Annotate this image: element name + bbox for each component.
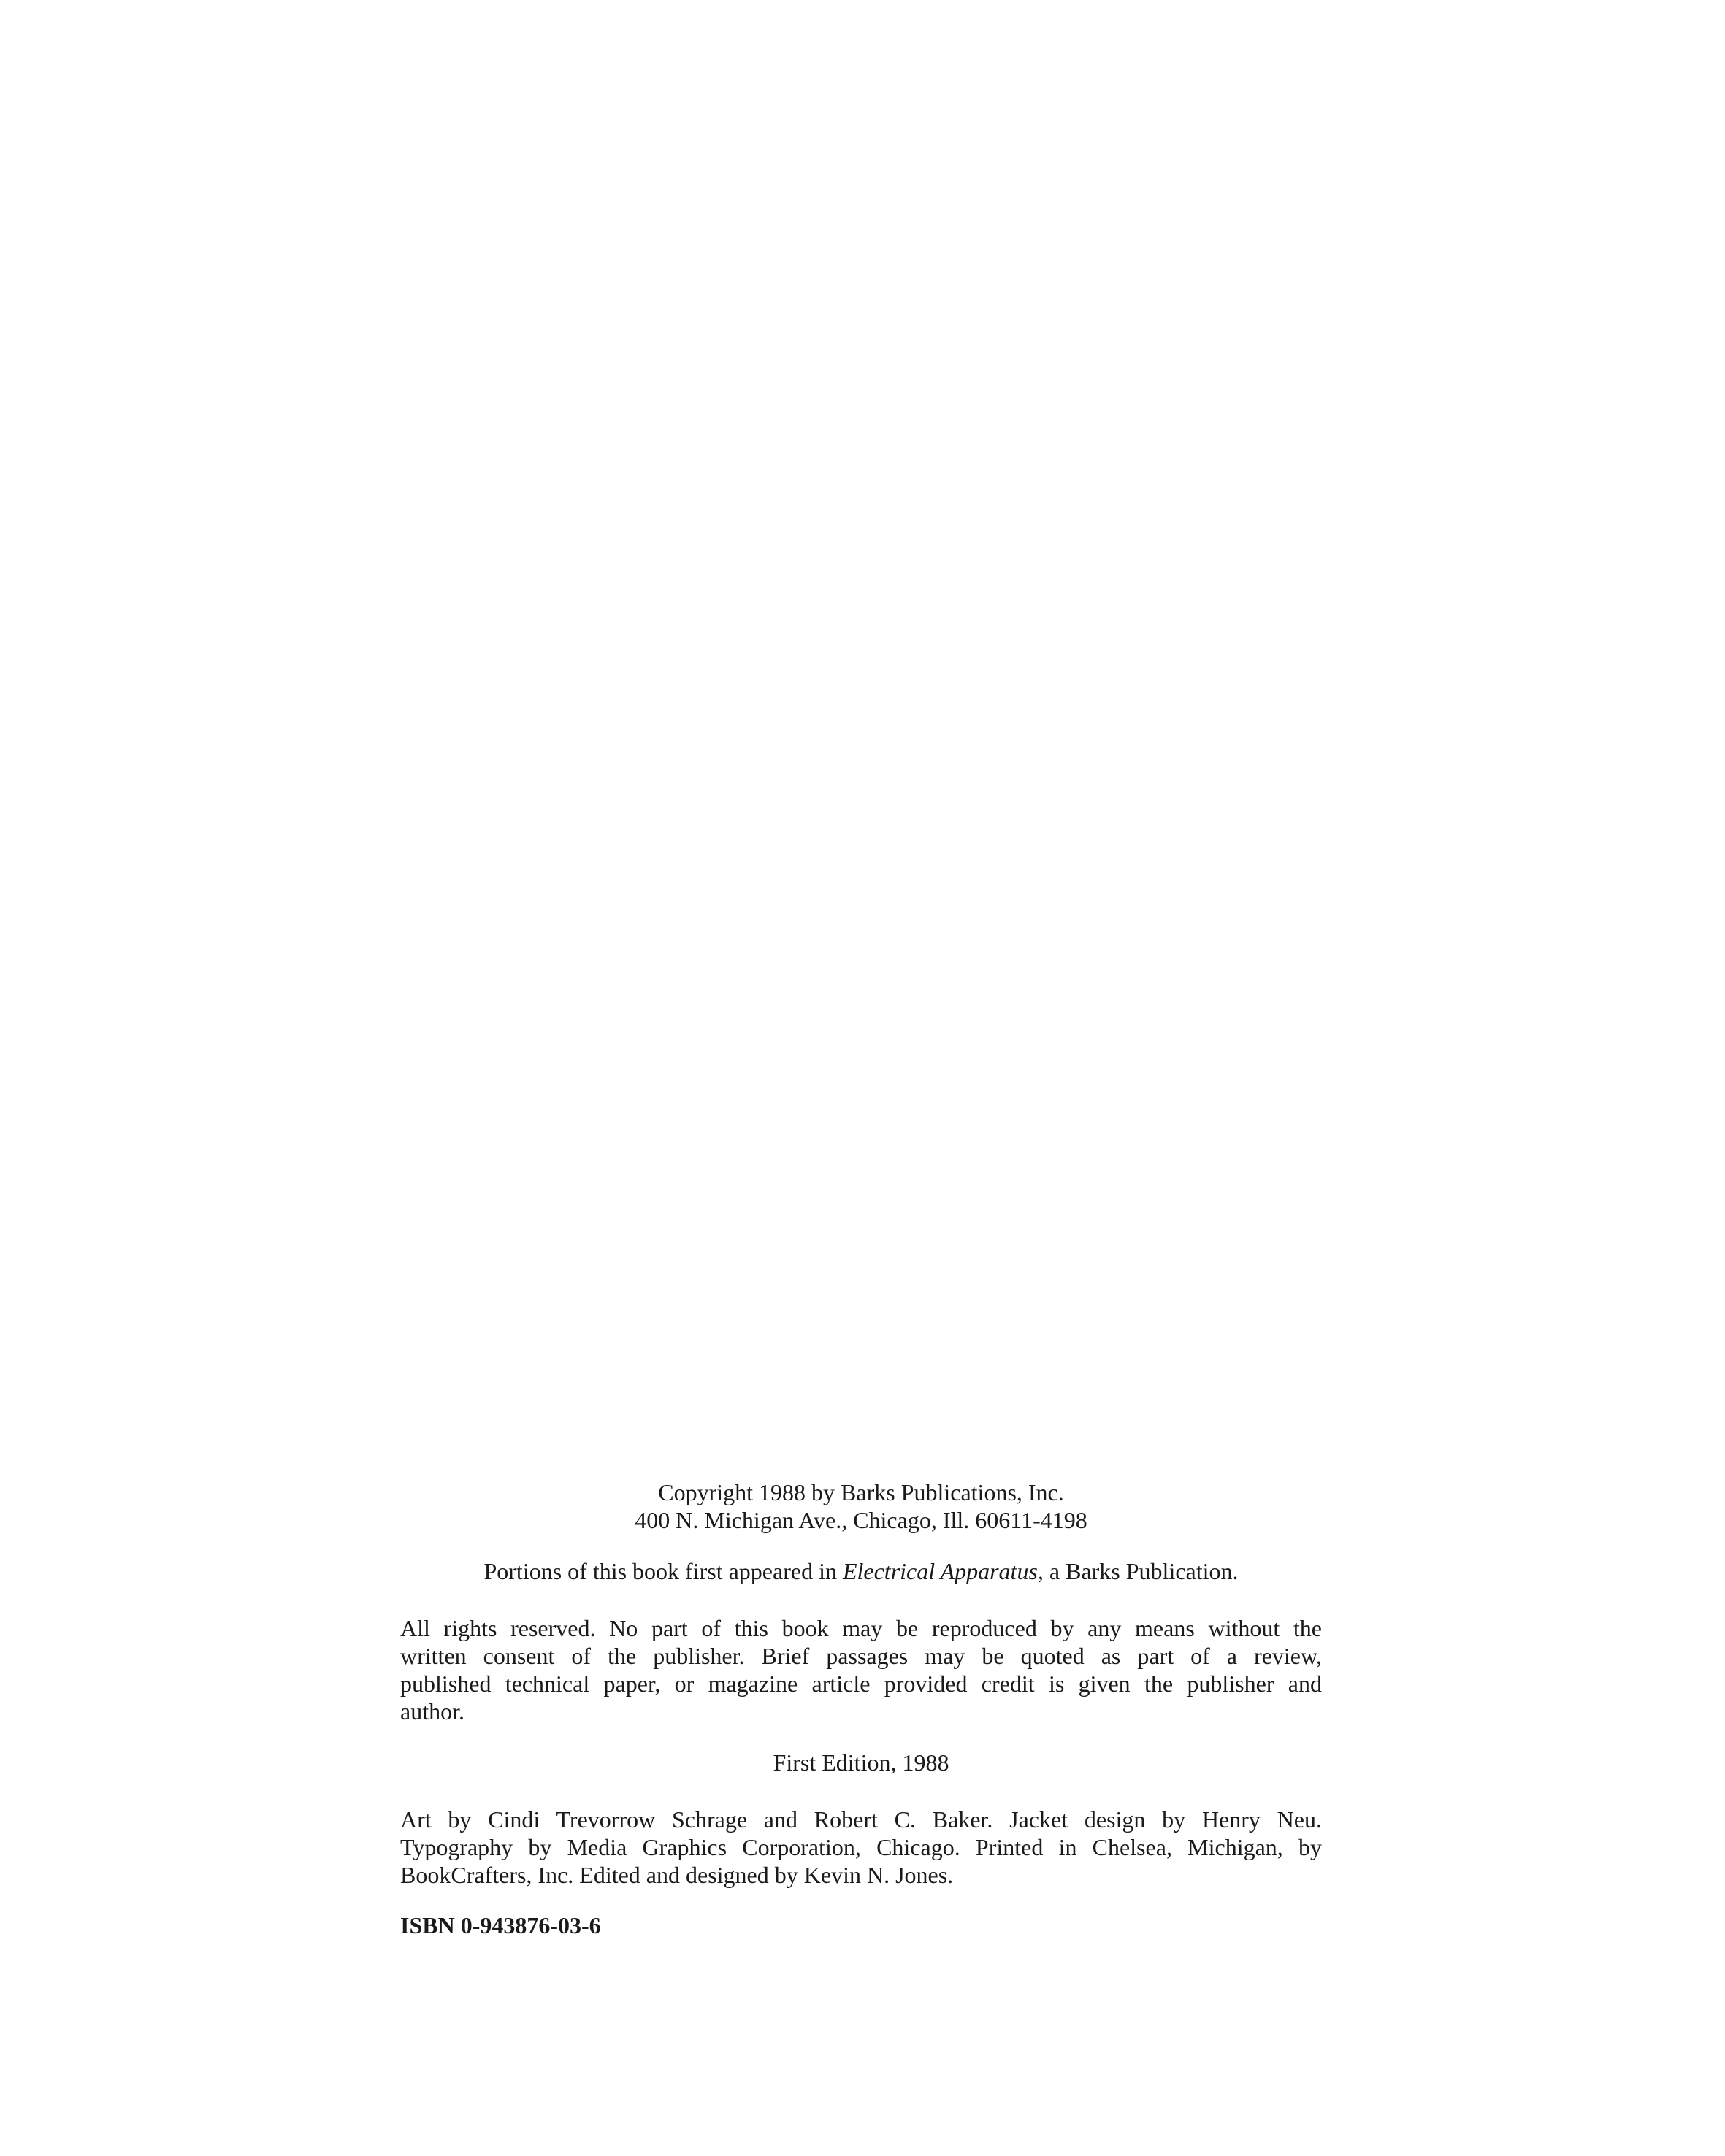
isbn-number: ISBN 0-943876-03-6 xyxy=(400,1912,601,1938)
publication-title: Electrical Apparatus, xyxy=(842,1558,1044,1584)
rights-line: written consent of the publisher. Brief passages may be quoted as part of a review, xyxy=(400,1643,1322,1669)
first-appearance-text-end: a Barks Publication. xyxy=(1043,1558,1239,1584)
credits-line: BookCrafters, Inc. Edited and designed by Kevin N. Jones. xyxy=(400,1862,954,1888)
publisher-address: 400 N. Michigan Ave., Chicago, Ill. 60611-4198 xyxy=(635,1507,1087,1533)
edition-statement: First Edition, 1988 xyxy=(773,1749,949,1776)
credits-line: Art by Cindi Trevorrow Schrage and Robert C. Baker. Jacket design by Henry Neu. xyxy=(400,1806,1322,1833)
rights-line: All rights reserved. No part of this book may be reproduced by any means without the xyxy=(400,1615,1322,1641)
first-appearance-note xyxy=(400,1557,1322,1585)
credits-line: Typography by Media Graphics Corporation, Chicago. Printed in Chelsea, Michigan, by xyxy=(400,1834,1322,1860)
copyright-line: Copyright 1988 by Barks Publications, Inc. xyxy=(658,1479,1064,1505)
rights-reserved-paragraph xyxy=(400,1614,1322,1725)
rights-line: published technical paper, or magazine article provided credit is given the publisher and xyxy=(400,1670,1322,1697)
credits-paragraph xyxy=(400,1806,1322,1889)
copyright-notice xyxy=(400,1478,1322,1534)
first-appearance-text: Portions of this book first appeared in xyxy=(483,1558,843,1584)
rights-line: author. xyxy=(400,1698,464,1725)
